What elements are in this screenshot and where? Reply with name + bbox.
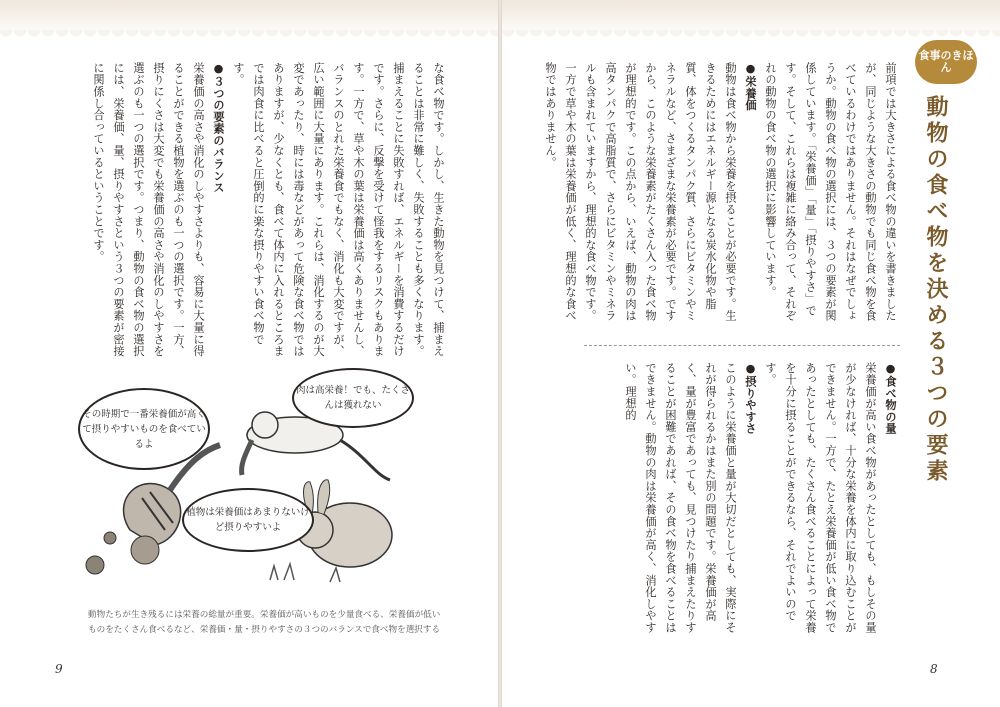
section-badge: 食事のきほん (915, 40, 977, 84)
balance-paragraph: 栄養価の高さや消化のしやすさよりも、容易に大量に得ることができる植物を選ぶのも一つの選択です。一方、摂りにくさは大変でも栄養価の高さや消化のしやすさを選ぶのも一つの選択です。つまり、動物の食べ物の選択には、栄養価、量、摂りやすさという３つの要素が密接に関係し合っているということです。 (92, 62, 205, 357)
amount-heading: ●食べ物の量 (884, 362, 897, 435)
book-gutter (498, 0, 502, 707)
left-text-block (58, 62, 448, 362)
balance-heading: ●３つの要素のバランス (212, 62, 225, 194)
intro-paragraph: 前項では大きさによる食べ物の違いを書きましたが、同じような大きさの動物でも同じ食べ物を食べているわけではありません。それはなぜでしょうか。動物の食べ物の選択には、３つの要素が関係しています。「栄養価」「量」「摂りやすさ」です。そして、これらは複雑に絡み合って、それぞれの動物の食べ物の選択に影響しています。 (764, 62, 897, 322)
torn-paper-edge (0, 0, 498, 34)
ease-paragraph: このように栄養価と量が大切だとしても、実際にそれが得られるかはまた別の問題です。栄養価が高く、量が豊富であっても、見つけたり捕まえたりすることが困難であれば、その食べ物を食べることはできません。動物の肉は栄養価が高く、消化しやすい。理想的 (624, 362, 737, 634)
illustration-caption: 動物たちが生き残るには栄養の総量が重要。栄養価が高いものを少量食べる、栄養価が低いものをたくさん食べるなど、栄養価・量・摂りやすさの３つのバランスで食べ物を選択する (88, 610, 441, 635)
speech-bubble-weasel: 肉は高栄養！でも、たくさんは獲れない (292, 368, 414, 428)
speech-bubble-chipmunk: その時期で一番栄養価が高くて摂りやすいものを食べているよ (78, 388, 210, 470)
nutrition-paragraph: 動物は食べ物から栄養を摂ることが必要です。生きるためにはエネルギー源となる炭水化物や脂質、体をつくるタンパク質、さらにビタミンやミネラルなど、さまざまな栄養素が必要です。ですから、このような栄養素がたくさん入った食べ物が理想的です。この点から、いえば、動物の肉は高タンパクで高脂質で、さらにビタミンやミネラルも含まれていますから、理想的な食べ物です。一方で草や木の葉は栄養価が低く、理想的な食べ物ではありません。 (544, 62, 737, 322)
ease-heading: ●摂りやすさ (744, 362, 757, 435)
right-upper-text-block (544, 62, 900, 332)
page-number-right: 8 (930, 662, 938, 676)
speech-bubble-rabbit: 植物は栄養価はあまりないけど摂りやすいよ (182, 488, 314, 552)
nutrition-heading: ●栄養価 (744, 62, 757, 111)
page-number-left: 9 (55, 662, 63, 676)
torn-paper-edge (502, 0, 1000, 34)
amount-paragraph: 栄養価が高い食べ物があったとしても、もしその量が少なければ、十分な栄養を体内に取り込むことができません。一方で、たとえ栄養価が低い食べ物であったとしても、たくさん食べることによって栄養を十分に摂ることができるなら、それでよいのです。 (764, 362, 877, 634)
right-lower-text-block (548, 362, 900, 642)
section-divider (584, 345, 900, 346)
page-title: 動物の食べ物を決める３つの要素 (923, 95, 948, 485)
left-column-paragraph: な食べ物です。しかし、生きた動物を見つけて、捕まえることは非常に難しく、失敗することも多くなります。捕まえることに失敗すれば、エネルギーを消費するだけです。さらに、反撃を受けて怪我をするリスクもあります。一方で、草や木の葉は栄養価は高くありませんし、バランスのとれた栄養食でもなく、消化も大変ですが、広い範囲に大量にあります。これらは、消化するのが大変であったり、時には毒などがあって危険な食べ物ではありますが、少なくとも、食べて体内に入れるところまでは肉食に比べると圧倒的に楽な摂りやすい食べ物です。 (232, 62, 445, 357)
